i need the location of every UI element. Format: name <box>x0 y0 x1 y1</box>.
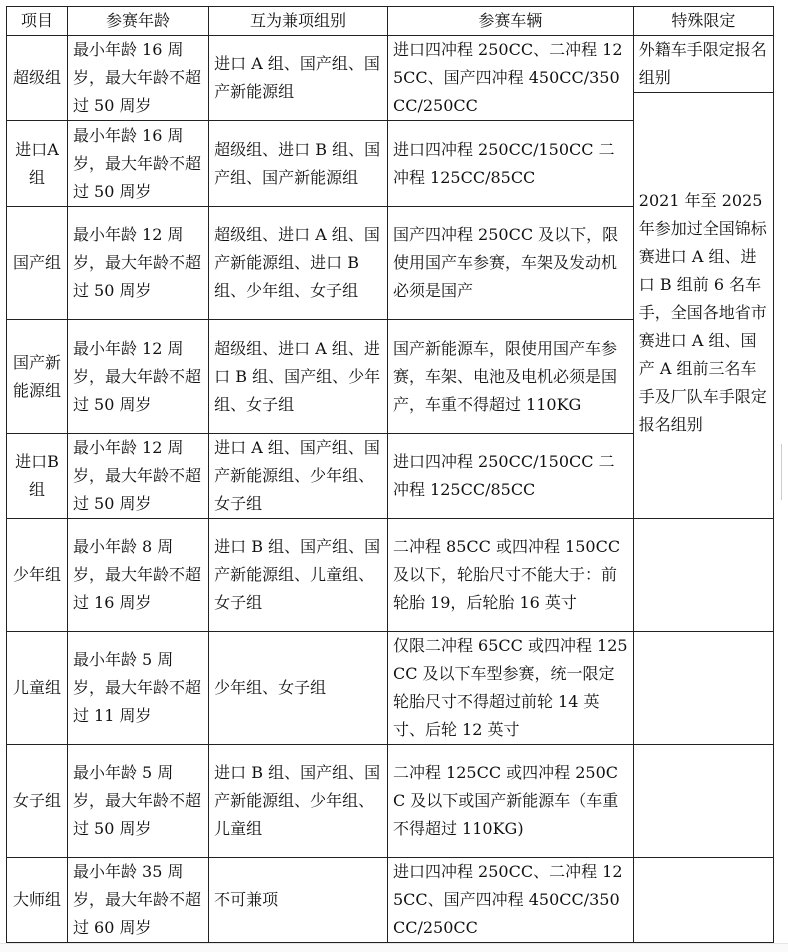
row-item: 儿童组 <box>7 632 68 745</box>
row-item: 国产组 <box>7 207 68 320</box>
row-combo: 进口 A 组、国产组、国产新能源组 <box>209 36 388 121</box>
table-row <box>7 858 774 943</box>
special-empty <box>633 745 773 858</box>
row-age: 最小年龄 12 周岁，最大年龄不超过 50 周岁 <box>67 207 208 320</box>
row-combo: 进口 B 组、国产组、国产新能源组、儿童组、女子组 <box>209 519 388 632</box>
row-vehicle: 进口四冲程 250CC/150CC 二冲程 125CC/85CC <box>387 121 633 207</box>
row-age: 最小年龄 5 周岁，最大年龄不超过 50 周岁 <box>67 745 208 858</box>
header-vehicle: 参赛车辆 <box>387 7 633 36</box>
row-item: 国产新能源组 <box>7 320 68 434</box>
row-combo: 超级组、进口 B 组、国产组、国产新能源组 <box>209 121 388 207</box>
table-row <box>7 519 774 632</box>
row-age: 最小年龄 12 周岁，最大年龄不超过 50 周岁 <box>67 434 208 519</box>
row-vehicle: 进口四冲程 250CC/150CC 二冲程 125CC/85CC <box>387 434 633 519</box>
row-age: 最小年龄 8 周岁，最大年龄不超过 16 周岁 <box>67 519 208 632</box>
row-vehicle: 国产新能源车，限使用国产车参赛，车架、电池及电机必须是国产，车重不得超过 110KG <box>387 320 633 434</box>
page-edge-marker <box>781 444 788 500</box>
row-age: 最小年龄 12 周岁，最大年龄不超过 50 周岁 <box>67 320 208 434</box>
row-combo: 少年组、女子组 <box>209 632 388 745</box>
competition-rules-table <box>6 6 774 943</box>
row-vehicle: 进口四冲程 250CC、二冲程 125CC、国产四冲程 450CC/350CC/250CC <box>387 858 633 943</box>
special-empty <box>633 519 773 632</box>
special-empty <box>633 632 773 745</box>
row-item: 超级组 <box>7 36 68 121</box>
row-combo: 不可兼项 <box>209 858 388 943</box>
row-item: 女子组 <box>7 745 68 858</box>
header-item: 项目 <box>7 7 68 36</box>
header-row <box>7 7 774 36</box>
row-item: 进口B组 <box>7 434 68 519</box>
row-combo: 进口 B 组、国产组、国产新能源组、少年组、儿童组 <box>209 745 388 858</box>
row-age: 最小年龄 35 周岁，最大年龄不超过 60 周岁 <box>67 858 208 943</box>
table-row <box>7 36 774 93</box>
special-foreign: 外籍车手限定报名组别 <box>633 36 773 93</box>
header-age: 参赛年龄 <box>67 7 208 36</box>
row-item: 大师组 <box>7 858 68 943</box>
row-vehicle: 二冲程 85CC 或四冲程 150CC 及以下，轮胎尺寸不能大于：前轮胎 19，后轮胎 16 英寸 <box>387 519 633 632</box>
row-combo: 进口 A 组、国产组、国产新能源组、少年组、女子组 <box>209 434 388 519</box>
row-item: 进口A组 <box>7 121 68 207</box>
special-empty <box>633 858 773 943</box>
special-champion: 2021 年至 2025 年参加过全国锦标赛进口 A 组、进口 B 组前 6 名车手，全国各地省市赛进口 A 组、国产 A 组前三名车手及厂队车手限定报名组别 <box>633 93 773 519</box>
table-row <box>7 632 774 745</box>
row-combo: 超级组、进口 A 组、进口 B 组、国产组、少年组、女子组 <box>209 320 388 434</box>
row-age: 最小年龄 16 周岁，最大年龄不超过 50 周岁 <box>67 121 208 207</box>
document-bottom-bar <box>0 943 788 952</box>
table-row <box>7 745 774 858</box>
row-age: 最小年龄 16 周岁，最大年龄不超过 50 周岁 <box>67 36 208 121</box>
row-vehicle: 国产四冲程 250CC 及以下，限使用国产车参赛，车架及发动机必须是国产 <box>387 207 633 320</box>
row-vehicle: 进口四冲程 250CC、二冲程 125CC、国产四冲程 450CC/350CC/250CC <box>387 36 633 121</box>
row-age: 最小年龄 5 周岁，最大年龄不超过 11 周岁 <box>67 632 208 745</box>
row-combo: 超级组、进口 A 组、国产新能源组、进口 B 组、少年组、女子组 <box>209 207 388 320</box>
row-vehicle: 二冲程 125CC 或四冲程 250CC 及以下或国产新能源车（车重不得超过 110KG) <box>387 745 633 858</box>
row-vehicle: 仅限二冲程 65CC 或四冲程 125CC 及以下车型参赛，统一限定轮胎尺寸不得超过前轮 14 英寸、后轮 12 英寸 <box>387 632 633 745</box>
header-combo: 互为兼项组别 <box>209 7 388 36</box>
header-special: 特殊限定 <box>633 7 773 36</box>
row-item: 少年组 <box>7 519 68 632</box>
